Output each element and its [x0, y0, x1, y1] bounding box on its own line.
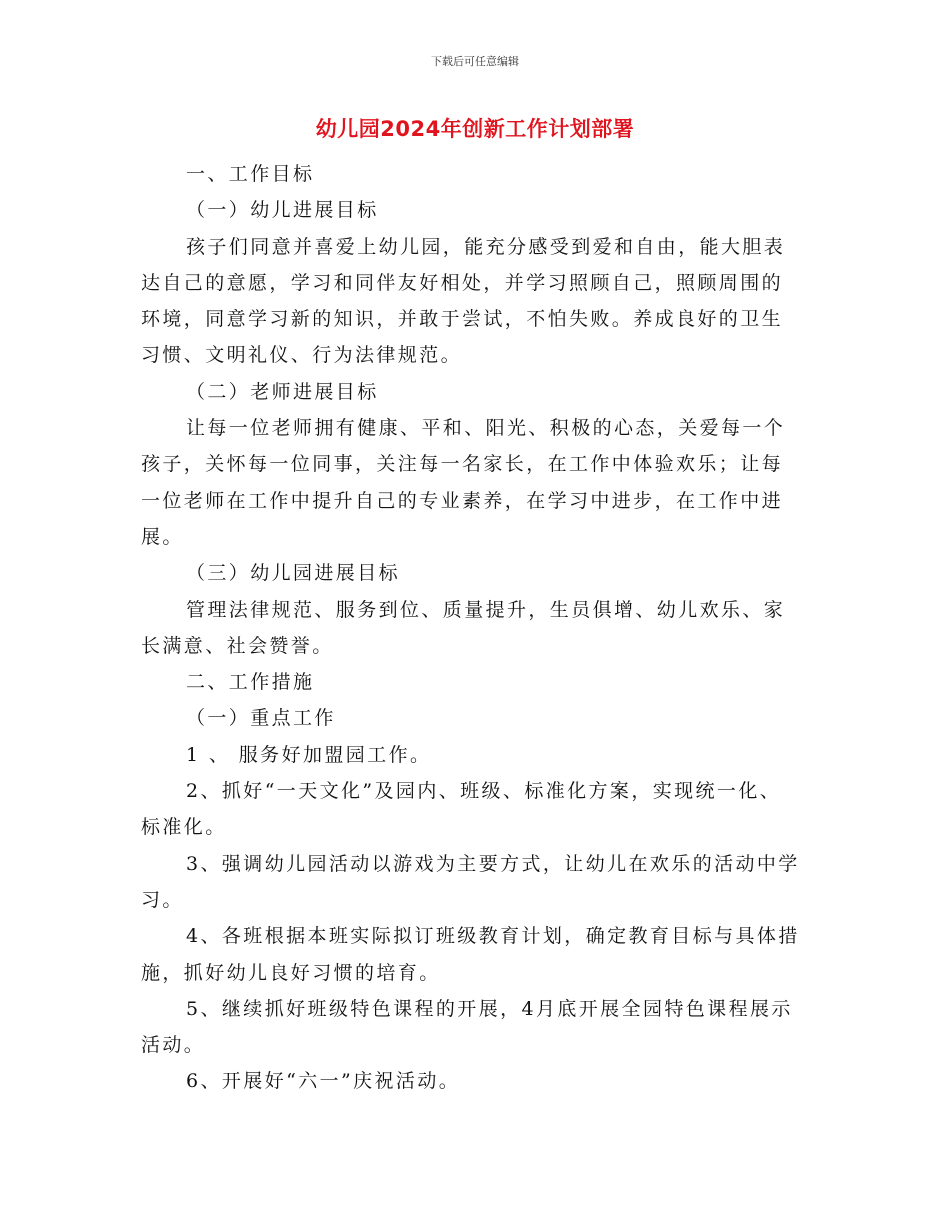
- paragraph-line: 长满意、社会赞誉。: [141, 634, 334, 657]
- document-title: 幼儿园2024年创新工作计划部署: [315, 117, 635, 141]
- list-item-continuation: 习。: [141, 888, 184, 911]
- paragraph-line: 孩子们同意并喜爱上幼儿园，能充分感受到爱和自由，能大胆表: [186, 235, 786, 258]
- subheading-kindergarten-goals: （三）幼儿园进展目标: [186, 562, 401, 585]
- subheading-child-goals: （一）幼儿进展目标: [186, 199, 379, 222]
- subheading-key-work: （一）重点工作: [186, 707, 336, 730]
- paragraph-line: 管理法律规范、服务到位、质量提升，生员俱增、幼儿欢乐、家: [186, 598, 786, 621]
- paragraph-line: 环境，同意学习新的知识，并敢于尝试，不怕失败。养成良好的卫生: [141, 308, 784, 331]
- paragraph-line: 让每一位老师拥有健康、平和、阳光、积极的心态，关爱每一个: [186, 417, 786, 440]
- header-note: 下载后可任意编辑: [431, 55, 519, 68]
- paragraph-line: 习惯、文明礼仪、行为法律规范。: [141, 344, 463, 367]
- list-item: 1 、 服务好加盟园工作。: [186, 743, 432, 766]
- paragraph-line: 孩子，关怀每一位同事，关注每一名家长，在工作中体验欢乐；让每: [141, 453, 784, 476]
- paragraph-line: 达自己的意愿，学习和同伴友好相处，并学习照顾自己，照顾周围的: [141, 271, 784, 294]
- list-item-continuation: 施，抓好幼儿良好习惯的培育。: [141, 961, 441, 984]
- list-item: 3、强调幼儿园活动以游戏为主要方式，让幼儿在欢乐的活动中学: [186, 852, 800, 875]
- list-item: 5、继续抓好班级特色课程的开展，4月底开展全园特色课程展示: [186, 997, 793, 1020]
- paragraph-line: 展。: [141, 525, 184, 548]
- document-body: [141, 156, 811, 1100]
- heading-work-measures: 二、工作措施: [186, 671, 315, 694]
- paragraph-line: 一位老师在工作中提升自己的专业素养，在学习中进步，在工作中进: [141, 489, 784, 512]
- list-item: 6、开展好“六一”庆祝活动。: [186, 1070, 461, 1093]
- list-item: 2、抓好“一天文化”及园内、班级、标准化方案，实现统一化、: [186, 780, 782, 803]
- heading-work-goals: 一、工作目标: [186, 163, 315, 185]
- list-item-continuation: 活动。: [141, 1034, 206, 1057]
- list-item: 4、各班根据本班实际拟订班级教育计划，确定教育目标与具体措: [186, 925, 800, 948]
- subheading-teacher-goals: （二）老师进展目标: [186, 380, 379, 403]
- list-item-continuation: 标准化。: [141, 816, 227, 839]
